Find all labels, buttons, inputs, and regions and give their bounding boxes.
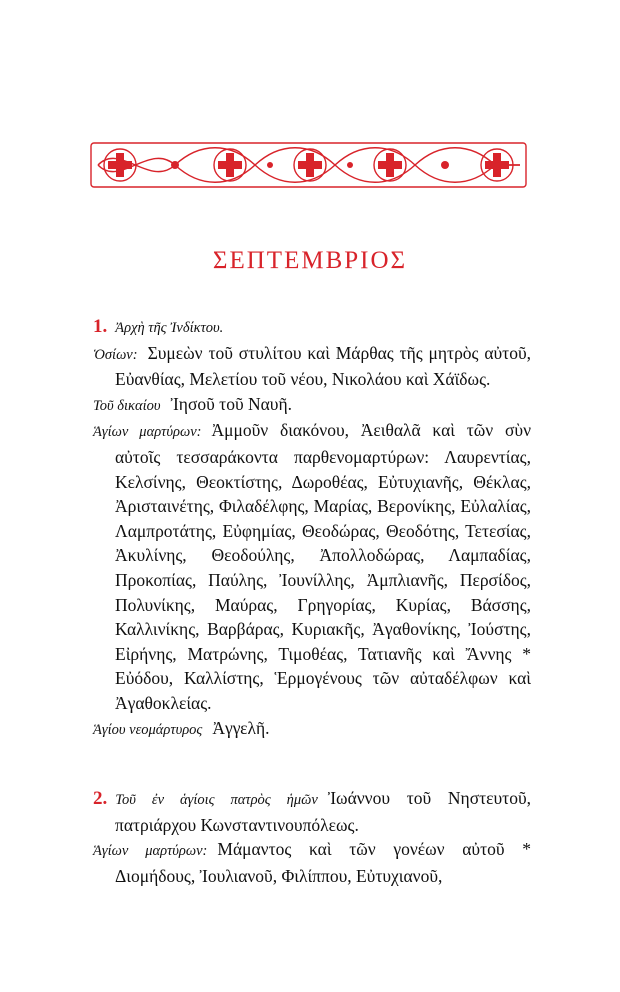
day-number: 2. — [93, 788, 108, 809]
commemoration-line — [93, 837, 531, 888]
commemoration-line — [93, 716, 531, 743]
commemoration-label: Τοῦ δικαίου — [93, 397, 161, 414]
commemoration-text: Ἀγγελῆ. — [212, 717, 270, 738]
commemoration-line — [93, 341, 531, 392]
commemoration-text: Ἰωάννου τοῦ Νηστευτοῦ, πατριάρχου Κωνσταντινουπόλεως. — [115, 788, 531, 835]
commemoration-text: Συμεὼν τοῦ στυλίτου καὶ Μάρθας τῆς μητρὸς αὐτοῦ, Εὐανθίας, Μελετίου τοῦ νέου, Νικολάου καὶ Χάϊδως. — [115, 342, 531, 390]
day-number: 1. — [93, 316, 108, 337]
commemoration-line — [93, 418, 531, 715]
commemoration-label: Ἁγίων μαρτύρων: — [93, 843, 208, 860]
commemoration-line — [93, 786, 531, 837]
commemoration-text: Ἀμμοῦν διακόνου, Ἀειθαλᾶ καὶ τῶν σὺν αὐτοῖς τεσσαράκοντα παρθενομαρτύρων: Λαυρεντίας, Κελσίνης, Θεοκτίστης, Δωροθέας, Εὐτυχιανῆς, Θέκλας, Ἀρισταινέτης, Φιλαδέλφης, Μαρίας, Βερονίκης, Εὐλαλίας, Λαμπροτάτης, Εὐφημίας, Θεοδώρας, Θεοδότης, Τετεσίας, Ἀκυλίνης, Θεοδούλης, Ἀπολλοδώρας, Λαμπαδίας, Προκοπίας, Παύλης, Ἰουνίλλης, Ἀμπλιανῆς, Περσίδος, Πολυνίκης, Μαύρας, Γρηγορίας, Κυρίας, Βάσσης, Καλλινίκης, Βαρβάρας, Κυριακῆς, Ἀγαθονίκης, Ἰούστης, Εἰρήνης, Ματρώνης, Τιμοθέας, Τατιανῆς καὶ Ἄννης * Εὐόδου, Καλλίστης, Ἑρμογένους τῶν αὐταδέλφων καὶ Ἀγαθοκλείας. — [115, 420, 532, 713]
commemoration-label: Ἁγίων μαρτύρων: — [93, 424, 202, 441]
commemoration-text: Ἰησοῦ τοῦ Ναυῆ. — [170, 393, 292, 414]
indiction-label: Ἀρχὴ τῆς Ἰνδίκτου. — [115, 320, 224, 336]
commemoration-text: Μάμαντος καὶ τῶν γονέων αὐτοῦ * Διομήδους, Ἰουλιανοῦ, Φιλίππου, Εὐτυχιανοῦ, — [115, 839, 531, 886]
ornament-band — [90, 140, 527, 190]
commemoration-line — [93, 392, 531, 419]
commemoration-label: Τοῦ ἐν ἁγίοις πατρὸς ἡμῶν — [115, 792, 318, 808]
commemoration-label: Ἁγίου νεομάρτυρος — [93, 721, 203, 738]
month-title: ΣΕΠΤΕΜΒΡΙΟΣ — [212, 247, 408, 274]
day-1-heading — [93, 314, 531, 341]
day-2-entry — [93, 786, 531, 888]
day-1-entry — [93, 314, 531, 742]
commemoration-label: Ὁσίων: — [93, 346, 138, 363]
